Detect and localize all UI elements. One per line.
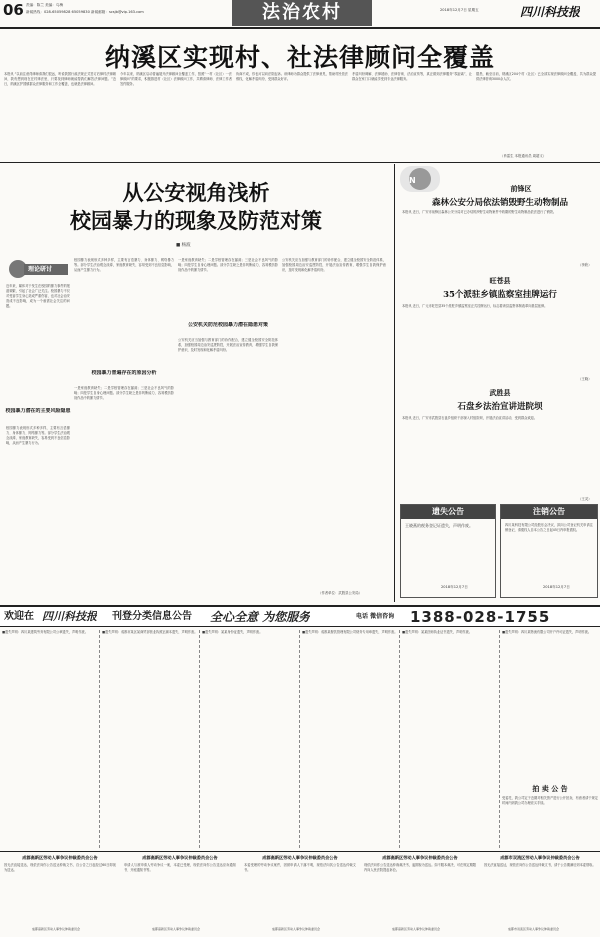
classified-brand: 四川科技报	[42, 610, 97, 623]
news-2-location: 旺苍县	[489, 276, 511, 285]
feature-sub-2: 校园暴力普遍存在的原因分析	[91, 370, 157, 376]
cancel-notice	[500, 504, 598, 598]
feature-article	[0, 164, 392, 602]
lost-notice-body: 王晓燕的税务登记证遗失，声明作废。	[405, 523, 473, 528]
bottom-notice-3-sign: 成都高新区劳动人事争议仲裁委员会	[272, 927, 321, 931]
main-headline: 纳溪区实现村、社法律顾问全覆盖	[104, 43, 495, 72]
news-2-byline: （王晓）	[578, 377, 592, 381]
auction-notice-body: 受委托，我公司定于近期对相关资产进行公开拍卖，有意者请于规定时间内到我公司办理竞买手续。	[502, 796, 598, 805]
news-badge-icon	[400, 166, 440, 192]
classified-col-3: ■遗失声明：某某身份证遗失，声明作废。	[202, 630, 300, 848]
classified-section	[0, 628, 600, 850]
news-column	[398, 164, 600, 602]
header-rule	[0, 27, 600, 29]
date-line: 2018年12月7日 星期五	[440, 8, 479, 12]
classified-phone-label: 电话 微信咨询	[356, 613, 395, 620]
news-2-body: 本报讯 近日，广元市旺苍县35个派驻乡镇监察室正式挂牌运行，标志着该县监察体制改革向基层延伸。	[402, 304, 548, 308]
classified-col-2: ■遗失声明：成都市某区某商贸部营业执照正副本遗失，声明作废。	[102, 630, 200, 848]
editor-line: 责编：陈兰 美编：乌梅	[26, 3, 64, 7]
classified-phone: 1388-028-1755	[410, 608, 551, 626]
lost-notice-date: 2018年12月7日	[441, 585, 468, 589]
bottom-notices	[0, 853, 600, 937]
classified-banner	[0, 605, 600, 627]
bottom-notice-1-title: 成都高新区劳动人事争议仲裁委员会公告	[22, 855, 98, 860]
news-badge	[400, 166, 440, 192]
bottom-notice-1-sign: 成都高新区劳动人事争议仲裁委员会	[32, 927, 81, 931]
news-2-title: 35个派驻乡镇监察室挂牌运行	[443, 290, 557, 300]
classified-middle: 刊登分类信息公告	[112, 611, 192, 622]
feature-sub-1: 校园暴力潜在的主要风险隐患	[5, 408, 71, 414]
main-byline: （肖雷生 本报通讯员 周超义）	[500, 154, 547, 158]
svg-text:N: N	[409, 176, 416, 185]
news-3-byline: （王灵）	[578, 497, 592, 501]
news-1-location: 前锋区	[510, 184, 532, 193]
feature-title-1: 从公安视角浅析	[122, 181, 270, 205]
bottom-notice-5-body: 因无法直接送达，现依法向你公告送达仲裁文书，请于公告期满后到本委领取。	[484, 863, 596, 867]
classified-col-5: ■遗失声明：某某医师执业证书遗失，声明作废。	[402, 630, 500, 848]
feature-col-3-top: 一是家庭教育缺失；二是学校管理存在漏洞；三是社会不良风气的影响；四是学生自身心理问题。部分学生缺乏是非判断能力，容易模仿影视作品中的暴力情节。	[178, 258, 278, 272]
section-title: 法治农村	[232, 0, 372, 26]
cancel-notice-date: 2018年12月7日	[543, 585, 570, 589]
theory-label-box	[6, 258, 70, 280]
bottom-notice-3	[242, 853, 358, 937]
classified-prefix: 欢迎在	[4, 611, 34, 622]
feature-author: ■ 杨波	[176, 243, 191, 248]
page-number: 06	[3, 1, 24, 19]
main-col-2: 今年以来，纳溪区启动普遍展开法律顾问全覆盖工作，按照“一村（社区）一法律顾问”的要求，积极推进村（社区）法律顾问工作，共聘请律师、法律工作者签约服务。	[120, 72, 232, 86]
cancel-notice-title: 注销公告	[501, 505, 597, 519]
theory-label: 理论研讨	[28, 266, 53, 273]
lost-notice	[400, 504, 496, 598]
main-col-1: 本报讯 “以前注意得律师请我们很远，听说我国行政法规正式签订后律村法律顾问，我有想到现在在村律法里，只要找到律师就能帮我们解答法律问题。”近日，纳溪区护国镇群众法律服务和工作全覆盖，也就是法律顾问。	[4, 72, 116, 86]
page-header	[0, 0, 600, 30]
news-3-location: 武胜县	[489, 388, 511, 397]
bottom-notice-2-sign: 成都高新区劳动人事争议仲裁委员会	[152, 927, 201, 931]
bottom-notice-5-title: 成都市双流区劳动人事争议仲裁委员会公告	[500, 855, 580, 860]
news-1-byline: （李欣）	[578, 263, 592, 267]
bottom-notice-1	[2, 853, 118, 937]
bottom-notice-2	[122, 853, 238, 937]
main-story-rule	[0, 162, 600, 163]
newspaper-brand: 四川科技报	[520, 5, 581, 19]
column-divider	[394, 164, 395, 602]
bottom-notice-4	[362, 853, 478, 937]
bottom-notice-4-title: 成都高新区劳动人事争议仲裁委员会公告	[382, 855, 458, 860]
bottom-notice-5	[482, 853, 598, 937]
feature-col-4: 公安机关应当加强与教育部门的协作配合，建立健全校园安全防范体系，加强校园周边治安巡逻防控，开展法治宣传教育，增强学生自我保护意识，及时发现和化解矛盾纠纷。	[282, 258, 386, 272]
bottom-notice-3-body: 本委受理的劳动争议案件，因被申请人下落不明，现依法向其公告送达仲裁文书。	[244, 863, 356, 872]
classified-col-1: ■遗失声明：四川某建筑劳务有限公司公章遗失，声明作废。	[2, 630, 100, 848]
bottom-notice-3-title: 成都高新区劳动人事争议仲裁委员会公告	[262, 855, 338, 860]
bottom-notice-2-body: 申请人与被申请人劳动争议一案，本委已受理，现依法向你公告送达应诉通知书、开庭通知书等。	[124, 863, 236, 872]
bottom-rule	[0, 851, 600, 852]
feature-sub-3: 公安机关防范校园暴力潜在隐患对策	[187, 322, 268, 328]
feature-footer: （作者单位：武胜县公安局）	[318, 591, 363, 595]
cancel-notice-body: 四川某科技有限公司经股东会决议，拟向公司登记机关申请注销登记，请债权人自本公告之日起45日内申报债权。	[505, 523, 593, 532]
classified-col-4: ■遗失声明：成都某餐饮管理有限公司财务专用章遗失，声明作废。	[302, 630, 400, 848]
feature-intro: 近年来，媒体对于发生在校园的暴力事件的报道频繁，引起了社会广泛关注。校园暴力不仅对受害学生身心造成严重伤害，也对社会治安造成不良影响，成为一个亟需社会关注的问题。	[6, 284, 70, 308]
bottom-notice-4-body: 现依法向你公告送达仲裁裁决书，逾期视为送达。如不服本裁决，可在规定期限内向人民法院提起诉讼。	[364, 863, 476, 872]
bottom-notice-1-body: 因无法直接送达，现依法向你公告送达仲裁文书，自公告之日起经过60日即视为送达。	[4, 863, 116, 872]
main-col-3: 协商不成，你也可以向法院起诉。该律师为群众提供了法律意见，帮助村民依法维权，化解矛盾纠纷，受到群众好评。	[236, 72, 348, 81]
news-1-title: 森林公安分局依法销毁野生动物制品	[431, 198, 568, 208]
news-1-body: 本报讯 近日，广安市前锋区森林公安分局对已办结的涉野生动物案件中收缴的野生动物制品依法进行了销毁。	[402, 210, 557, 214]
news-3-body: 本报讯 近日，广安市武胜县石盘乡组织干部深入村组院坝，开展法治宣讲活动，受到群众欢迎。	[402, 416, 537, 420]
lost-notice-title: 遗失公告	[401, 505, 495, 519]
news-3-title: 石盘乡法治宣讲进院坝	[457, 402, 543, 412]
feature-title-2: 校园暴力的现象及防范对策	[70, 209, 322, 233]
feature-body-3: 公安机关应当加强与教育部门的协作配合，建立健全校园安全防范体系，加强校园周边治安巡逻防控，开展法治宣传教育，增强学生自我保护意识，及时发现和化解矛盾纠纷。	[178, 338, 278, 352]
bottom-notice-5-sign: 成都市双流区劳动人事争议仲裁委员会	[508, 927, 560, 931]
bottom-notice-2-title: 成都高新区劳动人事争议仲裁委员会公告	[142, 855, 218, 860]
main-col-4: 矛盾纠纷调解、法律援助、法律咨询、法治宣传等，真正做到法律服务“零距离”，让群众在家门口就能享受到专业法律服务。	[352, 72, 472, 81]
bottom-notice-4-sign: 成都高新区劳动人事争议仲裁委员会	[392, 927, 441, 931]
feature-body-1: 校园暴力表现形式多种多样，主要有言语暴力、身体暴力、网络暴力等。部分学生法治观念淡薄，家庭教育缺失，容易受到不良信息影响，从而产生暴力行为。	[6, 426, 70, 445]
feature-col-2-top: 校园暴力表现形式多种多样，主要有言语暴力、身体暴力、网络暴力等。部分学生法治观念淡薄，家庭教育缺失，容易受到不良信息影响，从而产生暴力行为。	[74, 258, 174, 272]
classified-col-6: ■遗失声明：四川某物流有限公司开户许可证遗失，声明作废。	[502, 630, 592, 634]
hotline-line: 新闻热线：028-65059828 65059830 新闻邮箱：scsjb@vip.163.com	[26, 10, 144, 14]
main-col-5: 据悉，截至目前，纳溪区204个村（社区）已全部实现法律顾问全覆盖，共为群众提供法律咨询3000余人次。	[476, 72, 596, 81]
classified-slogan: 全心全意 为您服务	[210, 610, 311, 624]
auction-notice-title: 拍 卖 公 告	[532, 784, 568, 793]
feature-body-2: 一是家庭教育缺失；二是学校管理存在漏洞；三是社会不良风气的影响；四是学生自身心理问题。部分学生缺乏是非判断能力，容易模仿影视作品中的暴力情节。	[74, 386, 174, 400]
